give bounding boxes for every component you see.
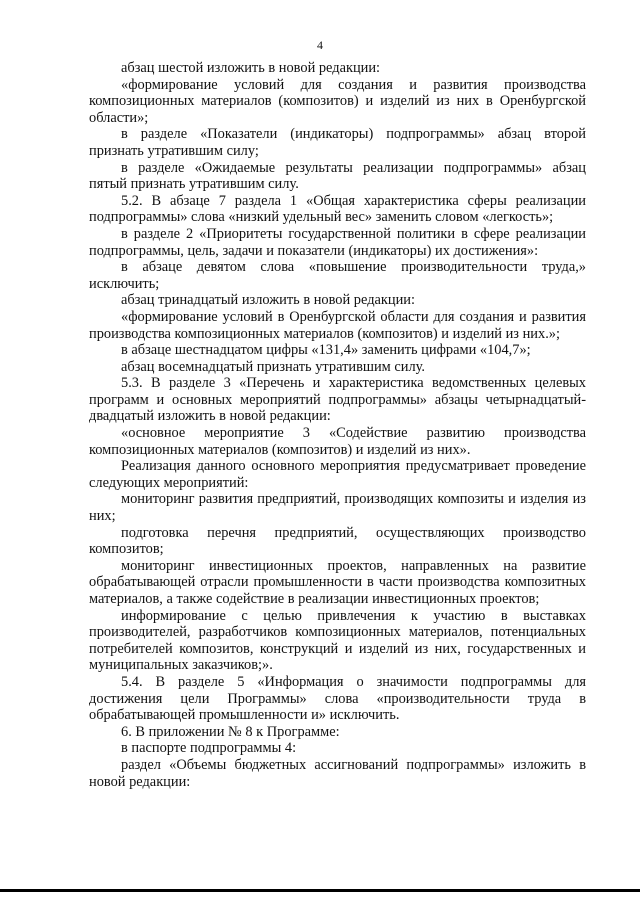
paragraph: информирование с целью привлечения к участию в выставках производителей, разработчиков композиционных материалов, потенциальных потребителей композитов, конструкций и изделий из них, государственных и муниципальных заказчиков;». bbox=[89, 607, 586, 674]
paragraph: 5.3. В разделе 3 «Перечень и характеристика ведомственных целевых программ и основных мероприятий подпрограммы» абзацы четырнадцатый-двадцатый изложить в новой редакции: bbox=[89, 375, 586, 425]
paragraph: мониторинг развития предприятий, производящих композиты и изделия из них; bbox=[89, 491, 586, 525]
paragraph: 5.2. В абзаце 7 раздела 1 «Общая характеристика сферы реализации подпрограммы» слова «низкий удельный вес» заменить словом «легкость»; bbox=[89, 192, 586, 226]
paragraph: Реализация данного основного мероприятия предусматривает проведение следующих мероприятий: bbox=[89, 458, 586, 491]
paragraph: подготовка перечня предприятий, осуществляющих производство композитов; bbox=[89, 524, 586, 558]
paragraph: «основное мероприятие 3 «Содействие развитию производства композиционных материалов (композитов) и изделий из них». bbox=[89, 425, 586, 458]
paragraph: раздел «Объемы бюджетных ассигнований подпрограммы» изложить в новой редакции: bbox=[89, 756, 586, 790]
document-body bbox=[89, 60, 586, 790]
paragraph: мониторинг инвестиционных проектов, направленных на развитие обрабатывающей отрасли промышленности в части производства композитных материалов, а также содействие в реализации инвестиционных проектов; bbox=[89, 557, 586, 607]
paragraph: 5.4. В разделе 5 «Информация о значимости подпрограммы для достижения цели Программы» слова «производительности труда в обрабатывающей промышленности и» исключить. bbox=[89, 673, 586, 724]
paragraph: «формирование условий в Оренбургской области для создания и развития производства композиционных материалов (композитов) и изделий из них.»; bbox=[89, 308, 586, 342]
footer-rule bbox=[0, 889, 640, 892]
paragraph: абзац тринадцатый изложить в новой редакции: bbox=[121, 292, 415, 309]
paragraph: в абзаце шестнадцатом цифры «131,4» заменить цифрами «104,7»; bbox=[121, 342, 531, 359]
paragraph: абзац восемнадцатый признать утратившим силу. bbox=[121, 358, 425, 375]
paragraph: в паспорте подпрограммы 4: bbox=[121, 740, 297, 757]
paragraph: в разделе «Показатели (индикаторы) подпрограммы» абзац второй признать утратившим силу; bbox=[89, 126, 586, 159]
paragraph: абзац шестой изложить в новой редакции: bbox=[121, 60, 381, 76]
paragraph: в разделе «Ожидаемые результаты реализации подпрограммы» абзац пятый признать утратившим силу. bbox=[89, 159, 586, 193]
paragraph: в разделе 2 «Приоритеты государственной политики в сфере реализации подпрограммы, цель, задачи и показатели (индикаторы) их достижения»: bbox=[89, 225, 586, 259]
paragraph: в абзаце девятом слова «повышение производительности труда,» исключить; bbox=[89, 259, 586, 292]
page-number: 4 bbox=[317, 38, 323, 52]
paragraph: «формирование условий для создания и развития производства композиционных материалов (композитов) и изделий из них в Оренбургской области»; bbox=[89, 76, 586, 126]
paragraph: 6. В приложении № 8 к Программе: bbox=[121, 723, 340, 740]
